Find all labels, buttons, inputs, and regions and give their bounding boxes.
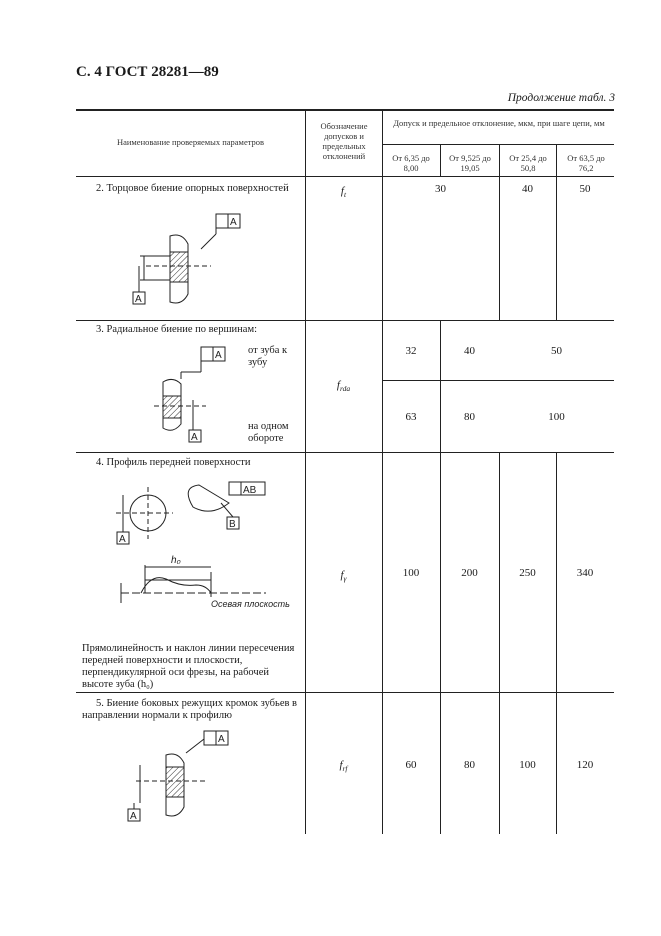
row2-datum-label-2: A (135, 294, 142, 305)
row3-sub-b: на одном обороте (248, 421, 289, 444)
row3-symbol-sub: rda (339, 384, 351, 394)
rule-row3-mid (382, 380, 614, 381)
col-tolerance-header: Допуск и предельное отклонение, мкм, при шаге цепи, мм (393, 118, 605, 128)
row2-datum-label-1: A (230, 217, 237, 228)
col-param-header: Наименование проверяемых параметров (116, 137, 265, 147)
row4-value-2: 200 (461, 567, 478, 579)
vline-5a (556, 144, 557, 321)
row4-axial-plane: Осевая плоскость (211, 599, 290, 609)
row3-value-b3: 100 (548, 411, 565, 423)
row5-value-4: 120 (576, 759, 594, 771)
row3-value-a2: 40 (464, 345, 475, 357)
pitch-range-2: От 9,525 до 19,05 (449, 153, 491, 173)
row3-value-b2: 80 (464, 411, 475, 423)
pitch-range-4: От 63,5 до 76,2 (567, 153, 605, 173)
row3-name: 3. Радиальное биение по вершинам: (96, 324, 258, 335)
row2-sketch (126, 204, 256, 314)
row5-symbol-sub: rf (342, 764, 348, 774)
vline-3c (440, 452, 441, 834)
row2-symbol (305, 185, 382, 199)
row3-value-a1: 32 (405, 345, 417, 357)
row5-sketch (126, 729, 256, 829)
row5-datum-label-2: A (130, 811, 137, 822)
row3-datum-label-2: A (191, 432, 198, 443)
row4-datum-label-2: A (119, 534, 126, 545)
row3-sub-a: от зуба к зубу (248, 345, 288, 368)
row4-sketch (111, 477, 301, 637)
tolerance-table (76, 109, 614, 834)
row5-datum-label-1: A (218, 734, 225, 745)
rule-row2 (76, 320, 614, 321)
vline-3b (440, 320, 441, 453)
rule-row4 (76, 692, 614, 693)
continuation-note: Продолжение табл. 3 (507, 92, 615, 104)
row4-name: 4. Профиль передней поверхности (96, 457, 251, 468)
row4-value-3: 250 (519, 567, 536, 579)
row2-value-2: 40 (522, 183, 533, 195)
pitch-range-3: От 25,4 до 50,8 (509, 153, 547, 173)
row2-symbol-sub: t (343, 190, 347, 200)
row2-value-3: 50 (579, 183, 591, 195)
vline-5b (556, 452, 557, 834)
row3-datum-label-1: A (215, 350, 222, 361)
rule-pitch (382, 144, 614, 145)
row4-value-4: 340 (576, 567, 594, 579)
row4-symbol-sub: γ (343, 574, 347, 584)
col-symbol-header: Обозначение допусков и предельных отклонений (320, 121, 368, 161)
row4-h0-label: h₀ (171, 555, 181, 566)
row3-symbol-main: f (336, 379, 340, 391)
row2-value-1: 30 (435, 183, 446, 195)
row3-symbol (305, 379, 382, 393)
row4-value-1: 100 (402, 567, 420, 579)
vline-4a (499, 144, 500, 321)
page-header: С. 4 ГОСТ 28281—89 (76, 64, 219, 80)
row4-note: Прямолинейность и наклон линии пересечения передней поверхности и плоскости, перпендикулярной оси фрезы, на рабочей высоте зуба (h₀) (82, 643, 295, 690)
row5-symbol-main: f (339, 759, 343, 771)
row5-value-3: 100 (519, 759, 536, 771)
row5-symbol (305, 759, 382, 773)
row2-name: 2. Торцовое биение опорных поверхностей (96, 183, 289, 194)
vline-4b (499, 452, 500, 834)
rule-top (76, 109, 614, 111)
pitch-range-1: От 6,35 до 8,00 (392, 153, 430, 173)
row3-value-b1: 63 (405, 411, 417, 423)
vline-2 (382, 109, 383, 834)
row2-symbol-main: f (340, 185, 344, 197)
row4-symbol-main: f (340, 569, 344, 581)
row4-datum-label-1: AB (243, 485, 257, 496)
row3-value-a3: 50 (551, 345, 562, 357)
row4-symbol (305, 569, 382, 583)
vline-1 (305, 109, 306, 834)
row4-datum-label-3: B (229, 519, 236, 530)
rule-row3 (76, 452, 614, 453)
row3-sketch (151, 344, 246, 444)
row5-name: 5. Биение боковых режущих кромок зубьев в направлении нормали к профилю (82, 698, 298, 721)
rule-header (76, 176, 614, 177)
row5-value-1: 60 (405, 759, 417, 771)
vline-3a (440, 144, 441, 177)
row5-value-2: 80 (464, 759, 475, 771)
